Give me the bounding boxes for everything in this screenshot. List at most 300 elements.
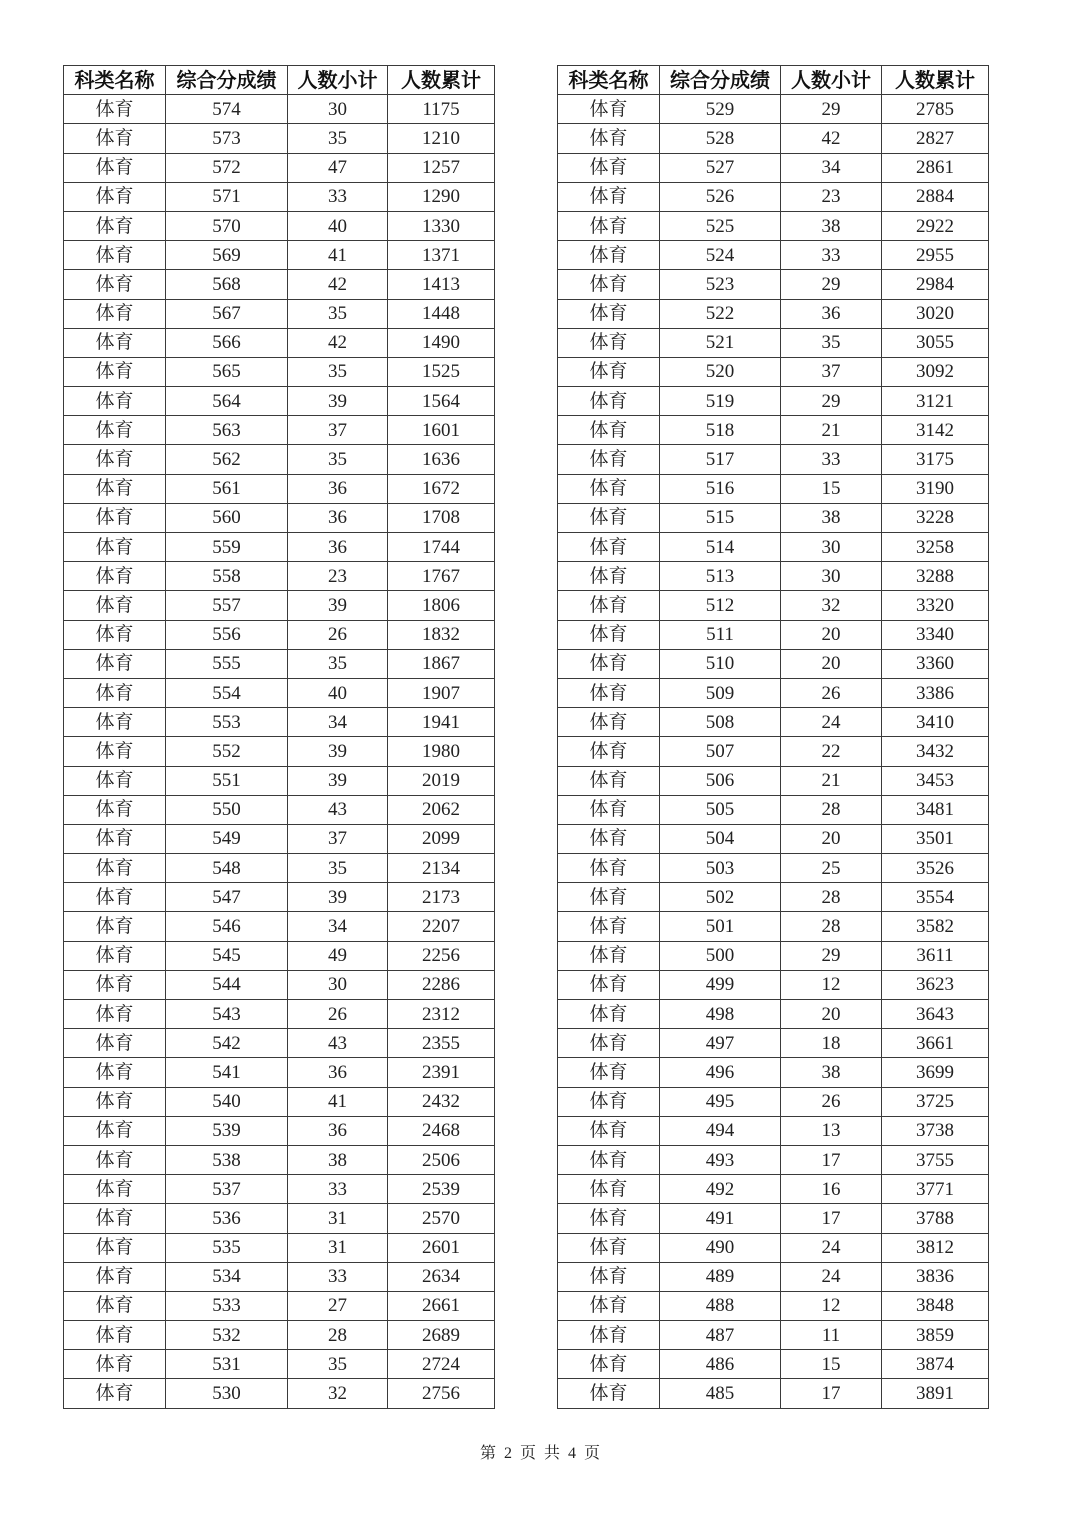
count-cell: 17: [781, 1145, 882, 1174]
category-cell: 体育: [64, 328, 166, 357]
count-cell: 34: [288, 708, 388, 737]
count-cell: 31: [288, 1204, 388, 1233]
table-row: [558, 854, 989, 883]
table-row: [558, 124, 989, 153]
table-row: [558, 95, 989, 124]
category-cell: 体育: [64, 620, 166, 649]
cumulative-cell: 2173: [388, 883, 495, 912]
category-cell: 体育: [558, 649, 660, 678]
table-row: [64, 1175, 495, 1204]
count-cell: 43: [288, 1029, 388, 1058]
score-cell: 529: [660, 95, 781, 124]
cumulative-cell: 3320: [882, 591, 989, 620]
score-cell: 526: [660, 182, 781, 211]
table-row: [64, 533, 495, 562]
table-header-row: [64, 66, 495, 95]
count-cell: 35: [288, 357, 388, 386]
category-cell: 体育: [64, 445, 166, 474]
category-cell: 体育: [64, 1204, 166, 1233]
cumulative-cell: 2062: [388, 795, 495, 824]
table-row: [558, 1145, 989, 1174]
count-cell: 29: [781, 387, 882, 416]
count-cell: 35: [781, 328, 882, 357]
cumulative-cell: 3611: [882, 941, 989, 970]
score-cell: 546: [166, 912, 288, 941]
count-cell: 30: [781, 562, 882, 591]
table-row: [64, 1262, 495, 1291]
score-cell: 532: [166, 1321, 288, 1350]
cumulative-cell: 2134: [388, 854, 495, 883]
score-cell: 486: [660, 1350, 781, 1379]
table-row: [558, 562, 989, 591]
table-row: [558, 1204, 989, 1233]
table-row: [64, 270, 495, 299]
category-cell: 体育: [558, 211, 660, 240]
count-cell: 40: [288, 678, 388, 707]
count-cell: 22: [781, 737, 882, 766]
cumulative-cell: 2099: [388, 824, 495, 853]
category-cell: 体育: [558, 591, 660, 620]
table-row: [558, 503, 989, 532]
score-cell: 573: [166, 124, 288, 153]
table-row: [64, 211, 495, 240]
table-row: [558, 299, 989, 328]
category-cell: 体育: [558, 357, 660, 386]
cumulative-cell: 2570: [388, 1204, 495, 1233]
score-cell: 547: [166, 883, 288, 912]
header-count: 人数小计: [781, 66, 882, 95]
score-table-right: [557, 65, 989, 1409]
score-cell: 555: [166, 649, 288, 678]
table-row: [64, 766, 495, 795]
cumulative-cell: 2785: [882, 95, 989, 124]
count-cell: 15: [781, 474, 882, 503]
score-cell: 541: [166, 1058, 288, 1087]
score-cell: 517: [660, 445, 781, 474]
table-row: [64, 941, 495, 970]
count-cell: 20: [781, 1000, 882, 1029]
category-cell: 体育: [64, 503, 166, 532]
cumulative-cell: 2922: [882, 211, 989, 240]
table-row: [64, 1145, 495, 1174]
category-cell: 体育: [64, 591, 166, 620]
score-cell: 513: [660, 562, 781, 591]
table-row: [558, 708, 989, 737]
category-cell: 体育: [558, 824, 660, 853]
table-row: [558, 1350, 989, 1379]
count-cell: 28: [781, 795, 882, 824]
category-cell: 体育: [558, 883, 660, 912]
score-cell: 505: [660, 795, 781, 824]
count-cell: 29: [781, 95, 882, 124]
cumulative-cell: 3554: [882, 883, 989, 912]
count-cell: 27: [288, 1291, 388, 1320]
category-cell: 体育: [64, 1321, 166, 1350]
table-row: [64, 124, 495, 153]
count-cell: 17: [781, 1204, 882, 1233]
table-row: [64, 153, 495, 182]
cumulative-cell: 1980: [388, 737, 495, 766]
count-cell: 33: [288, 1262, 388, 1291]
count-cell: 33: [781, 445, 882, 474]
category-cell: 体育: [64, 1291, 166, 1320]
count-cell: 13: [781, 1116, 882, 1145]
category-cell: 体育: [64, 795, 166, 824]
table-row: [558, 883, 989, 912]
count-cell: 18: [781, 1029, 882, 1058]
cumulative-cell: 3848: [882, 1291, 989, 1320]
table-row: [558, 241, 989, 270]
cumulative-cell: 2724: [388, 1350, 495, 1379]
table-row: [64, 328, 495, 357]
category-cell: 体育: [64, 1145, 166, 1174]
header-category: 科类名称: [558, 66, 660, 95]
cumulative-cell: 2601: [388, 1233, 495, 1262]
category-cell: 体育: [558, 1379, 660, 1408]
cumulative-cell: 3020: [882, 299, 989, 328]
cumulative-cell: 3142: [882, 416, 989, 445]
cumulative-cell: 1448: [388, 299, 495, 328]
score-cell: 569: [166, 241, 288, 270]
category-cell: 体育: [558, 1145, 660, 1174]
count-cell: 37: [288, 416, 388, 445]
score-cell: 520: [660, 357, 781, 386]
category-cell: 体育: [64, 474, 166, 503]
score-cell: 493: [660, 1145, 781, 1174]
score-cell: 530: [166, 1379, 288, 1408]
score-cell: 506: [660, 766, 781, 795]
count-cell: 32: [781, 591, 882, 620]
count-cell: 40: [288, 211, 388, 240]
category-cell: 体育: [64, 912, 166, 941]
score-cell: 509: [660, 678, 781, 707]
score-cell: 549: [166, 824, 288, 853]
score-cell: 487: [660, 1321, 781, 1350]
score-cell: 560: [166, 503, 288, 532]
count-cell: 31: [288, 1233, 388, 1262]
category-cell: 体育: [558, 445, 660, 474]
table-row: [558, 678, 989, 707]
count-cell: 35: [288, 854, 388, 883]
count-cell: 39: [288, 883, 388, 912]
header-cumulative: 人数累计: [388, 66, 495, 95]
table-row: [558, 1379, 989, 1408]
table-row: [558, 153, 989, 182]
score-cell: 501: [660, 912, 781, 941]
score-cell: 508: [660, 708, 781, 737]
score-cell: 496: [660, 1058, 781, 1087]
count-cell: 39: [288, 737, 388, 766]
table-row: [64, 737, 495, 766]
count-cell: 38: [781, 211, 882, 240]
count-cell: 20: [781, 649, 882, 678]
table-row: [64, 1321, 495, 1350]
cumulative-cell: 3661: [882, 1029, 989, 1058]
table-row: [64, 912, 495, 941]
table-row: [64, 1058, 495, 1087]
cumulative-cell: 1601: [388, 416, 495, 445]
score-cell: 536: [166, 1204, 288, 1233]
cumulative-cell: 1767: [388, 562, 495, 591]
cumulative-cell: 1257: [388, 153, 495, 182]
score-table-left: [63, 65, 495, 1409]
page-footer: 第 2 页 共 4 页: [479, 1445, 600, 1462]
count-cell: 36: [288, 533, 388, 562]
header-count: 人数小计: [288, 66, 388, 95]
table-row: [64, 1000, 495, 1029]
table-row: [558, 1262, 989, 1291]
count-cell: 41: [288, 1087, 388, 1116]
header-category: 科类名称: [64, 66, 166, 95]
cumulative-cell: 2756: [388, 1379, 495, 1408]
table-row: [558, 795, 989, 824]
cumulative-cell: 1371: [388, 241, 495, 270]
category-cell: 体育: [558, 737, 660, 766]
score-cell: 570: [166, 211, 288, 240]
cumulative-cell: 3121: [882, 387, 989, 416]
category-cell: 体育: [64, 270, 166, 299]
cumulative-cell: 1744: [388, 533, 495, 562]
cumulative-cell: 3055: [882, 328, 989, 357]
cumulative-cell: 2506: [388, 1145, 495, 1174]
score-cell: 533: [166, 1291, 288, 1320]
cumulative-cell: 1490: [388, 328, 495, 357]
cumulative-cell: 1210: [388, 124, 495, 153]
table-row: [558, 357, 989, 386]
table-row: [64, 795, 495, 824]
count-cell: 28: [781, 883, 882, 912]
cumulative-cell: 1672: [388, 474, 495, 503]
score-cell: 554: [166, 678, 288, 707]
score-cell: 525: [660, 211, 781, 240]
table-body-right: [558, 95, 989, 1408]
count-cell: 38: [781, 1058, 882, 1087]
table-row: [64, 1291, 495, 1320]
cumulative-cell: 2391: [388, 1058, 495, 1087]
cumulative-cell: 3738: [882, 1116, 989, 1145]
count-cell: 28: [288, 1321, 388, 1350]
score-cell: 523: [660, 270, 781, 299]
table-row: [558, 474, 989, 503]
category-cell: 体育: [558, 1116, 660, 1145]
category-cell: 体育: [64, 1233, 166, 1262]
category-cell: 体育: [558, 1058, 660, 1087]
table-row: [558, 941, 989, 970]
table-body-left: [64, 95, 495, 1408]
cumulative-cell: 3190: [882, 474, 989, 503]
score-cell: 566: [166, 328, 288, 357]
count-cell: 21: [781, 766, 882, 795]
table-row: [64, 1087, 495, 1116]
category-cell: 体育: [64, 766, 166, 795]
count-cell: 36: [288, 1058, 388, 1087]
category-cell: 体育: [558, 1262, 660, 1291]
table-row: [558, 1233, 989, 1262]
cumulative-cell: 1330: [388, 211, 495, 240]
count-cell: 15: [781, 1350, 882, 1379]
cumulative-cell: 1708: [388, 503, 495, 532]
table-row: [558, 533, 989, 562]
category-cell: 体育: [558, 620, 660, 649]
table-row: [64, 416, 495, 445]
table-row: [558, 416, 989, 445]
count-cell: 30: [288, 970, 388, 999]
count-cell: 25: [781, 854, 882, 883]
table-row: [558, 912, 989, 941]
cumulative-cell: 3481: [882, 795, 989, 824]
cumulative-cell: 3340: [882, 620, 989, 649]
count-cell: 39: [288, 591, 388, 620]
score-cell: 524: [660, 241, 781, 270]
count-cell: 20: [781, 620, 882, 649]
cumulative-cell: 2207: [388, 912, 495, 941]
category-cell: 体育: [64, 533, 166, 562]
table-row: [558, 1116, 989, 1145]
table-row: [64, 503, 495, 532]
cumulative-cell: 1413: [388, 270, 495, 299]
score-cell: 511: [660, 620, 781, 649]
table-row: [64, 970, 495, 999]
table-row: [64, 1116, 495, 1145]
table-row: [64, 649, 495, 678]
category-cell: 体育: [558, 562, 660, 591]
cumulative-cell: 3258: [882, 533, 989, 562]
category-cell: 体育: [558, 270, 660, 299]
category-cell: 体育: [64, 883, 166, 912]
category-cell: 体育: [64, 182, 166, 211]
count-cell: 38: [781, 503, 882, 532]
cumulative-cell: 3360: [882, 649, 989, 678]
count-cell: 37: [288, 824, 388, 853]
category-cell: 体育: [64, 1379, 166, 1408]
cumulative-cell: 2432: [388, 1087, 495, 1116]
cumulative-cell: 3175: [882, 445, 989, 474]
score-cell: 568: [166, 270, 288, 299]
cumulative-cell: 2884: [882, 182, 989, 211]
count-cell: 41: [288, 241, 388, 270]
category-cell: 体育: [64, 678, 166, 707]
score-cell: 504: [660, 824, 781, 853]
score-cell: 498: [660, 1000, 781, 1029]
score-cell: 512: [660, 591, 781, 620]
cumulative-cell: 2256: [388, 941, 495, 970]
table-row: [558, 1291, 989, 1320]
cumulative-cell: 3228: [882, 503, 989, 532]
score-cell: 489: [660, 1262, 781, 1291]
category-cell: 体育: [64, 1116, 166, 1145]
category-cell: 体育: [558, 941, 660, 970]
score-cell: 572: [166, 153, 288, 182]
category-cell: 体育: [64, 970, 166, 999]
count-cell: 28: [781, 912, 882, 941]
table-row: [558, 649, 989, 678]
count-cell: 42: [288, 328, 388, 357]
score-cell: 518: [660, 416, 781, 445]
count-cell: 35: [288, 1350, 388, 1379]
table-row: [64, 591, 495, 620]
cumulative-cell: 3874: [882, 1350, 989, 1379]
table-row: [64, 1204, 495, 1233]
category-cell: 体育: [558, 1175, 660, 1204]
score-cell: 545: [166, 941, 288, 970]
score-cell: 537: [166, 1175, 288, 1204]
count-cell: 24: [781, 708, 882, 737]
cumulative-cell: 3771: [882, 1175, 989, 1204]
category-cell: 体育: [64, 854, 166, 883]
count-cell: 26: [781, 678, 882, 707]
cumulative-cell: 3623: [882, 970, 989, 999]
count-cell: 49: [288, 941, 388, 970]
score-cell: 521: [660, 328, 781, 357]
score-cell: 542: [166, 1029, 288, 1058]
cumulative-cell: 2468: [388, 1116, 495, 1145]
cumulative-cell: 1806: [388, 591, 495, 620]
score-cell: 499: [660, 970, 781, 999]
cumulative-cell: 2539: [388, 1175, 495, 1204]
category-cell: 体育: [558, 912, 660, 941]
count-cell: 36: [781, 299, 882, 328]
table-row: [558, 824, 989, 853]
cumulative-cell: 3859: [882, 1321, 989, 1350]
table-row: [558, 1175, 989, 1204]
cumulative-cell: 1525: [388, 357, 495, 386]
table-row: [558, 1058, 989, 1087]
category-cell: 体育: [64, 649, 166, 678]
cumulative-cell: 3092: [882, 357, 989, 386]
category-cell: 体育: [558, 795, 660, 824]
cumulative-cell: 2955: [882, 241, 989, 270]
score-cell: 491: [660, 1204, 781, 1233]
score-cell: 503: [660, 854, 781, 883]
count-cell: 20: [781, 824, 882, 853]
category-cell: 体育: [558, 766, 660, 795]
cumulative-cell: 2689: [388, 1321, 495, 1350]
category-cell: 体育: [558, 474, 660, 503]
count-cell: 23: [288, 562, 388, 591]
count-cell: 35: [288, 124, 388, 153]
category-cell: 体育: [558, 153, 660, 182]
category-cell: 体育: [558, 1087, 660, 1116]
count-cell: 38: [288, 1145, 388, 1174]
count-cell: 24: [781, 1233, 882, 1262]
table-row: [64, 1233, 495, 1262]
table-row: [558, 182, 989, 211]
table-row: [558, 591, 989, 620]
score-cell: 567: [166, 299, 288, 328]
table-row: [64, 883, 495, 912]
category-cell: 体育: [64, 299, 166, 328]
table-row: [64, 95, 495, 124]
score-cell: 544: [166, 970, 288, 999]
cumulative-cell: 3582: [882, 912, 989, 941]
score-cell: 571: [166, 182, 288, 211]
table-row: [558, 1321, 989, 1350]
count-cell: 29: [781, 270, 882, 299]
table-row: [64, 824, 495, 853]
category-cell: 体育: [558, 124, 660, 153]
score-cell: 563: [166, 416, 288, 445]
category-cell: 体育: [558, 182, 660, 211]
score-cell: 551: [166, 766, 288, 795]
cumulative-cell: 1175: [388, 95, 495, 124]
cumulative-cell: 3812: [882, 1233, 989, 1262]
score-cell: 519: [660, 387, 781, 416]
cumulative-cell: 1907: [388, 678, 495, 707]
score-cell: 527: [660, 153, 781, 182]
category-cell: 体育: [558, 708, 660, 737]
score-cell: 559: [166, 533, 288, 562]
table-row: [558, 620, 989, 649]
